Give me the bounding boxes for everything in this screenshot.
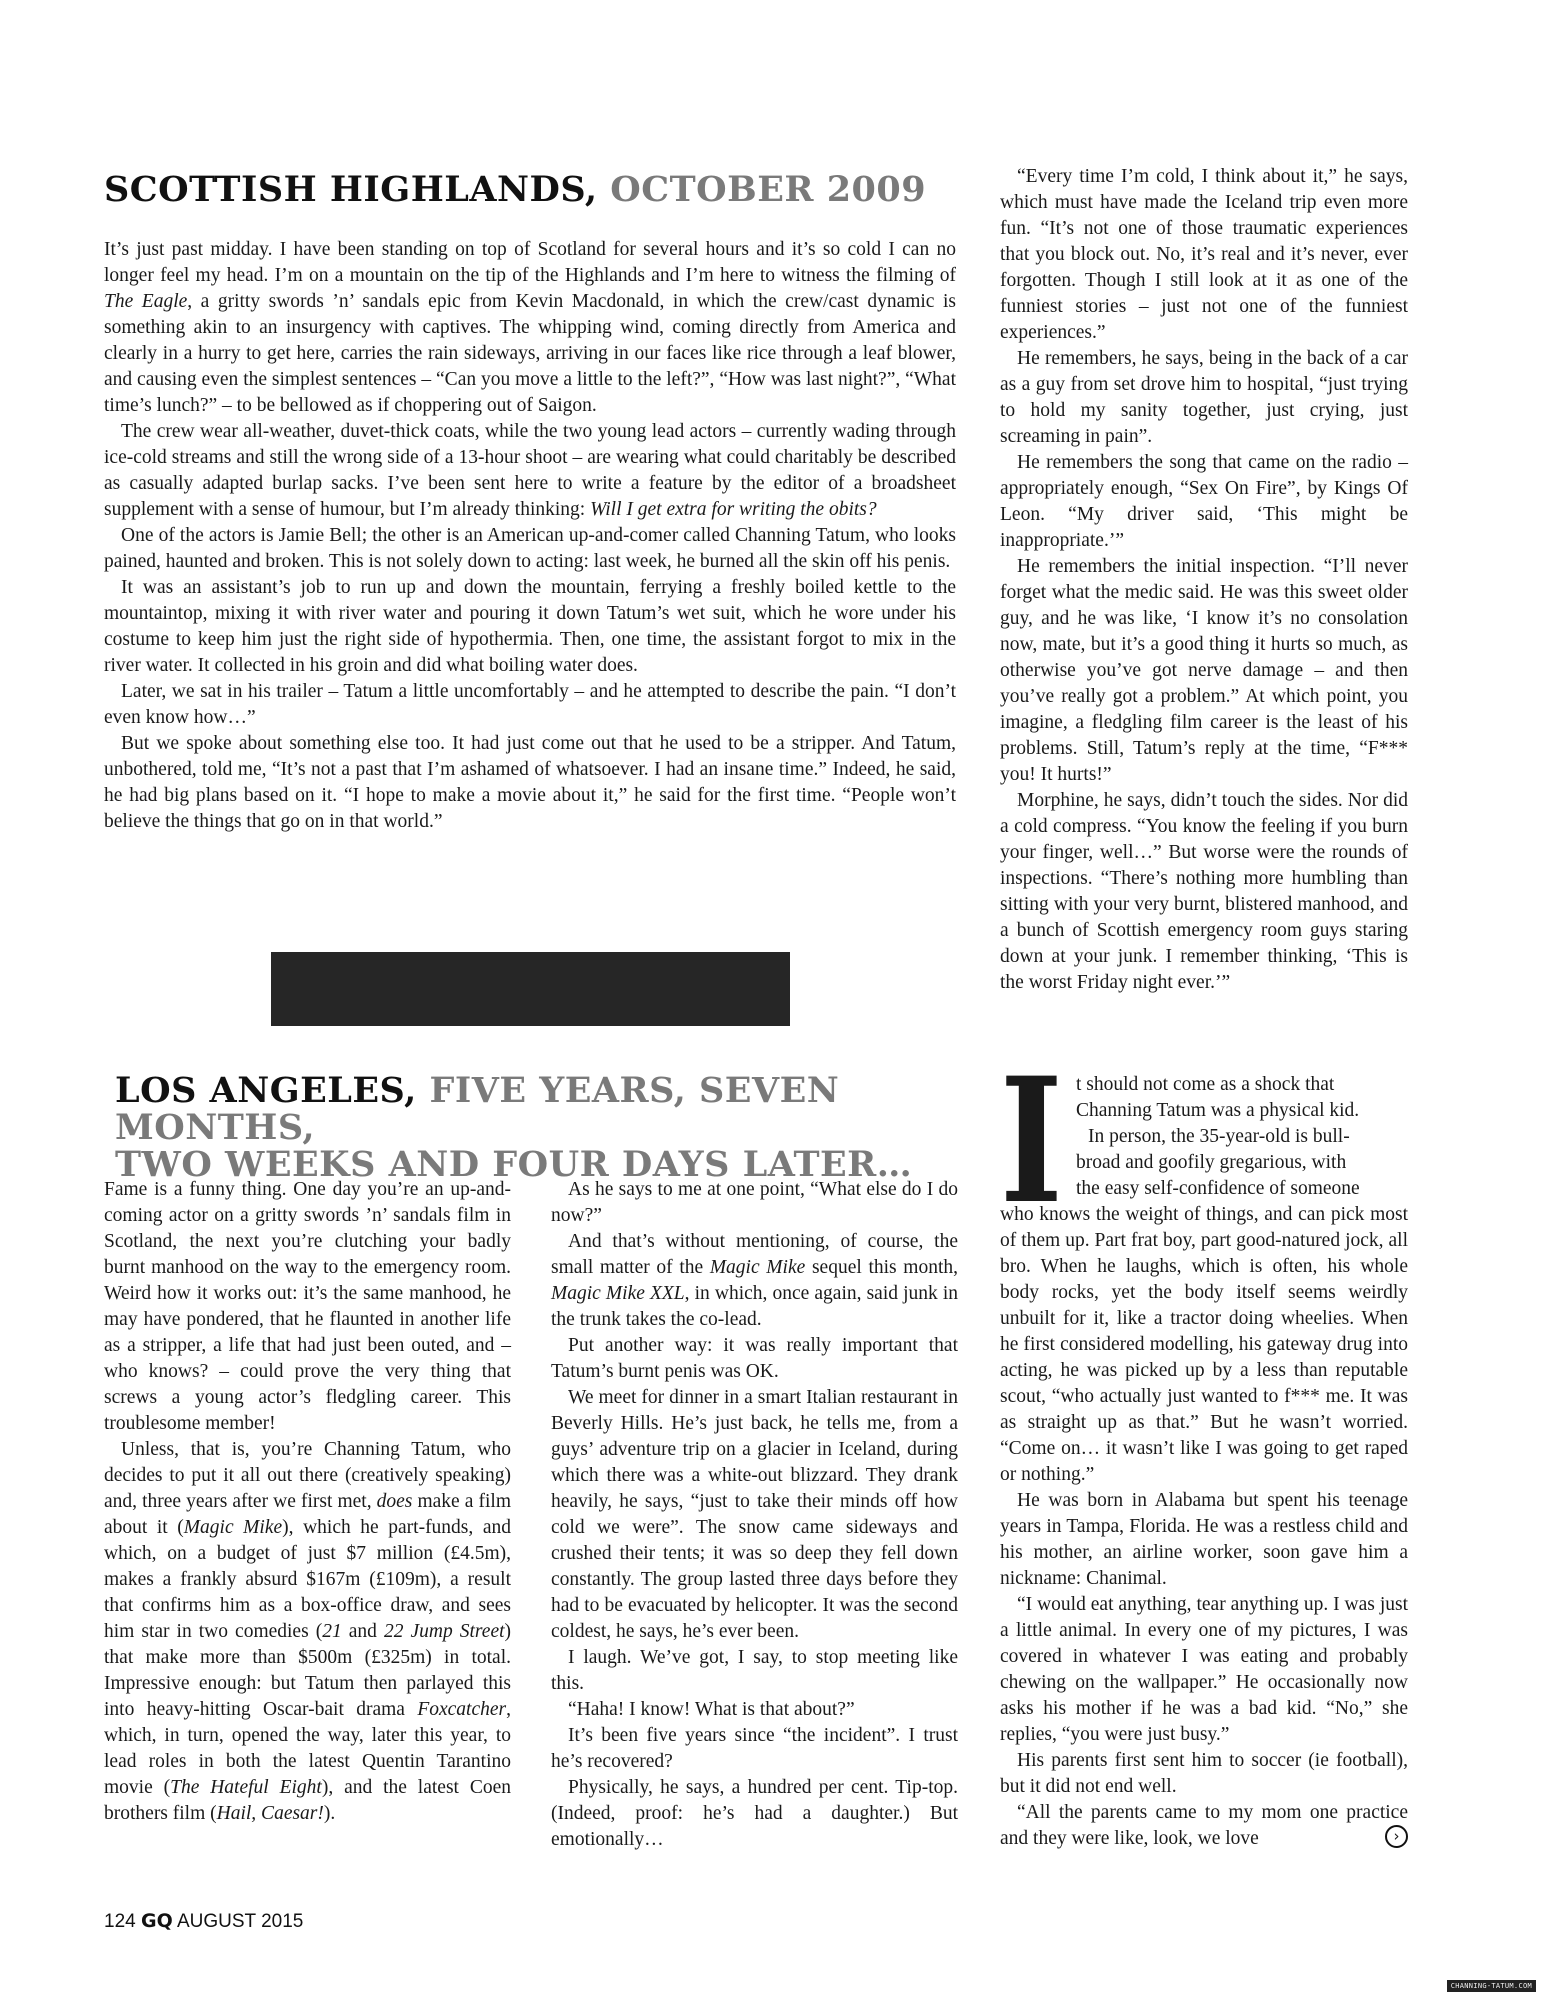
paragraph: And that’s without mentioning, of course, the small matter of the Magic Mike sequel this month, Magic Mike XXL, in which, once again, said junk in the trunk takes the co-lead. — [551, 1231, 958, 1330]
section2-column-3 — [1000, 1039, 1408, 1852]
paragraph: “I would eat anything, tear anything up. I was just a little animal. In every one of my pictures, I was covered in whatever I was eating and probably chewing on the wallpaper.” He occasionally now asks his mother if he was a bad kid. “No,” she replies, “you were just busy.” — [1000, 1594, 1408, 1745]
heading-sub-line1: FIVE YEARS, SEVEN MONTHS, — [115, 1070, 840, 1148]
dropcap-letter: I — [1000, 1039, 1063, 1242]
page-footer — [104, 1910, 303, 1933]
section-heading-scottish-highlands — [104, 171, 984, 208]
paragraph: Put another way: it was really important that Tatum’s burnt penis was OK. — [551, 1335, 958, 1382]
redaction-bar — [271, 952, 790, 1026]
dropcap-line: In person, the 35-year-old is bull- — [1088, 1126, 1350, 1147]
paragraph: He remembers the song that came on the radio – appropriately enough, “Sex On Fire”, by Kings Of Leon. “My driver said, ‘This might be inappropriate.’” — [1000, 452, 1408, 551]
dropcap-line: t should not come as a shock that — [1076, 1074, 1335, 1095]
paragraph: It was an assistant’s job to run up and down the mountain, ferrying a freshly boiled kettle to the mountaintop, mixing it with river water and pouring it down Tatum’s wet suit, which he wore under his costume to keep him just the right side of hypothermia. Then, one time, the assistant forgot to mix in the river water. It collected in his groin and did what boiling water does. — [104, 577, 956, 676]
paragraph: Later, we sat in his trailer – Tatum a little uncomfortably – and he attempted to describe the pain. “I don’t even know how…” — [104, 681, 956, 728]
section2-column-2 — [551, 1177, 958, 1853]
paragraph: One of the actors is Jamie Bell; the other is an American up-and-comer called Channing Tatum, who looks pained, haunted and broken. This is not solely down to acting: last week, he burned all the skin off his penis. — [104, 525, 956, 572]
paragraph: As he says to me at one point, “What else do I do now?” — [551, 1179, 958, 1226]
paragraph: Unless, that is, you’re Channing Tatum, who decides to put it all out there (creatively speaking) and, three years after we first met, does make a film about it (Magic Mike), which he part-funds, and which, on a budget of just $7 million (£4.5m), makes a frankly absurd $167m (£109m), a result that confirms him as a box-office draw, and sees him star in two comedies (21 and 22 Jump Street) that make more than $500m (£325m) in total. Impressive enough: but Tatum then parlayed this into heavy-hitting Oscar-bait drama Foxcatcher, which, in turn, opened the way, later this year, to lead roles in both the latest Quentin Tarantino movie (The Hateful Eight), and the latest Coen brothers film (Hail, Caesar!). — [104, 1439, 512, 1824]
section-heading-los-angeles — [115, 1072, 995, 1183]
heading-main: SCOTTISH HIGHLANDS, — [104, 169, 598, 210]
heading-sub: OCTOBER 2009 — [610, 169, 927, 210]
paragraph: “All the parents came to my mom one practice and they were like, look, we love — [1000, 1802, 1408, 1849]
watermark: CHANNING-TATUM.COM — [1447, 1980, 1536, 1992]
paragraph: We meet for dinner in a smart Italian restaurant in Beverly Hills. He’s just back, he tells me, from a guys’ adventure trip on a glacier in Iceland, during which there was a white-out blizzard. They drank heavily, he says, “just to take their minds off how cold we were”. The snow came sideways and crushed their tents; it was so deep they fell down constantly. The group lasted three days before they had to be evacuated by helicopter. It was the second coldest, he says, he’s ever been. — [551, 1387, 958, 1642]
brand-logo: GQ — [140, 1910, 173, 1932]
paragraph: He was born in Alabama but spent his teenage years in Tampa, Florida. He was a restless child and his mother, an airline worker, soon gave him a nickname: Chanimal. — [1000, 1490, 1408, 1589]
section2-column-1 — [104, 1177, 511, 1827]
paragraph: His parents first sent him to soccer (ie football), but it did not end well. — [1000, 1750, 1408, 1797]
paragraph: It’s just past midday. I have been standing on top of Scotland for several hours and it’s so cold I can no longer feel my head. I’m on a mountain on the tip of the Highlands and I’m here to witness the filming of The Eagle, a gritty swords ’n’ sandals epic from Kevin Macdonald, in which the crew/cast dynamic is something akin to an insurgency with captives. The whipping wind, coming directly from America and clearly in a hurry to get here, carries the rain sideways, arriving in our faces like rice through a leaf blower, and causing even the simplest sentences – “Can you move a little to the left?”, “How was last night?”, “What time’s lunch?” – to be bellowed as if choppering out of Saigon. — [104, 239, 956, 416]
heading-main: LOS ANGELES, — [115, 1070, 417, 1111]
section1-body — [104, 237, 956, 835]
paragraph: The crew wear all-weather, duvet-thick coats, while the two young lead actors – currently wading through ice-cold streams and still the wrong side of a 13-hour shoot – are wearing what could charitably be described as casually adapted burlap sacks. I’ve been sent here to write a feature by the editor of a broadsheet supplement with a sense of humour, but I’m already thinking: Will I get extra for writing the obits? — [104, 421, 956, 520]
dropcap-line: Channing Tatum was a physical kid. — [1076, 1100, 1360, 1121]
heading-sub-line2: TWO WEEKS AND FOUR DAYS LATER… — [115, 1144, 913, 1185]
page-number: 124 — [104, 1911, 136, 1932]
paragraph: “Haha! I know! What is that about?” — [568, 1699, 855, 1720]
paragraph: He remembers, he says, being in the back of a car as a guy from set drove him to hospital, “just trying to hold my sanity together, just crying, just screaming in pain”. — [1000, 348, 1408, 447]
dropcap-line: the easy self-confidence of someone — [1076, 1178, 1360, 1199]
column-3-paragraphs — [1000, 1488, 1408, 1852]
paragraph: I laugh. We’ve got, I say, to stop meeting like this. — [551, 1647, 958, 1694]
paragraph: Fame is a funny thing. One day you’re an up-and-coming actor on a gritty swords ’n’ sandals film in Scotland, the next you’re clutching your badly burnt manhood on the way to the emergency room. Weird how it works out: it’s the same manhood, he may have pondered, that he flaunted in another life as a stripper, a life that had just been outed, and – who knows? – could prove the very thing that screws a young actor’s fledgling career. This troublesome member! — [104, 1179, 511, 1434]
paragraph: He remembers the initial inspection. “I’ll never forget what the medic said. He was this sweet older guy, and he was like, ‘I know it’s no consolation now, mate, but it’s a good thing it hurts so much, as otherwise you’ve got nerve damage – and then you’ve really got a problem.” At which point, you imagine, a fledgling film career is the least of his problems. Still, Tatum’s reply at the time, “F*** you! It hurts!” — [1000, 556, 1408, 785]
paragraph: But we spoke about something else too. It had just come out that he used to be a stripper. And Tatum, unbothered, told me, “It’s not a past that I’m ashamed of whatsoever. I had an insane time.” Indeed, he said, he had big plans based on it. “I hope to make a movie about it,” he said for the first time. “People won’t believe the things that go on in that world.” — [104, 733, 956, 832]
issue-date: AUGUST 2015 — [176, 1911, 304, 1932]
dropcap-block — [1000, 1039, 1408, 1242]
dropcap-line: broad and goofily gregarious, with — [1076, 1152, 1347, 1173]
dropcap-lines — [1076, 1072, 1408, 1202]
continue-arrow-icon: › — [1385, 1825, 1408, 1848]
paragraph: “Every time I’m cold, I think about it,” he says, which must have made the Iceland trip even more fun. “It’s not one of those traumatic experiences that you block out. No, it’s real and it’s never, ever forgotten. Though I still look at it as one of the funniest stories – just not one of the funniest experiences.” — [1000, 166, 1408, 343]
paragraph: It’s been five years since “the incident”. I trust he’s recovered? — [551, 1725, 958, 1772]
paragraph: who knows the weight of things, and can pick most of them up. Part frat boy, part good-natured jock, all bro. When he laughs, which is often, his whole body rocks, yet the body itself seems weirdly unbuilt for it, like a tractor doing wheelies. When he first considered modelling, his gateway drug into acting, he was picked up by a less than reputable scout, “who actually just wanted to f*** me. It was as straight up as that.” But he wasn’t worried. “Come on… it wasn’t like I was going to get raped or nothing.” — [1000, 1204, 1408, 1485]
paragraph: Physically, he says, a hundred per cent. Tip-top. (Indeed, proof: he’s had a daughter.) But emotionally… — [551, 1777, 958, 1850]
right-column-top — [1000, 164, 1408, 996]
paragraph: Morphine, he says, didn’t touch the sides. Nor did a cold compress. “You know the feeling if you burn your finger, well…” But worse were the rounds of inspections. “There’s nothing more humbling than sitting with your very burnt, blistered manhood, and a bunch of Scottish emergency room guys staring down at your junk. I remember thinking, ‘This is the worst Friday night ever.’” — [1000, 790, 1408, 993]
